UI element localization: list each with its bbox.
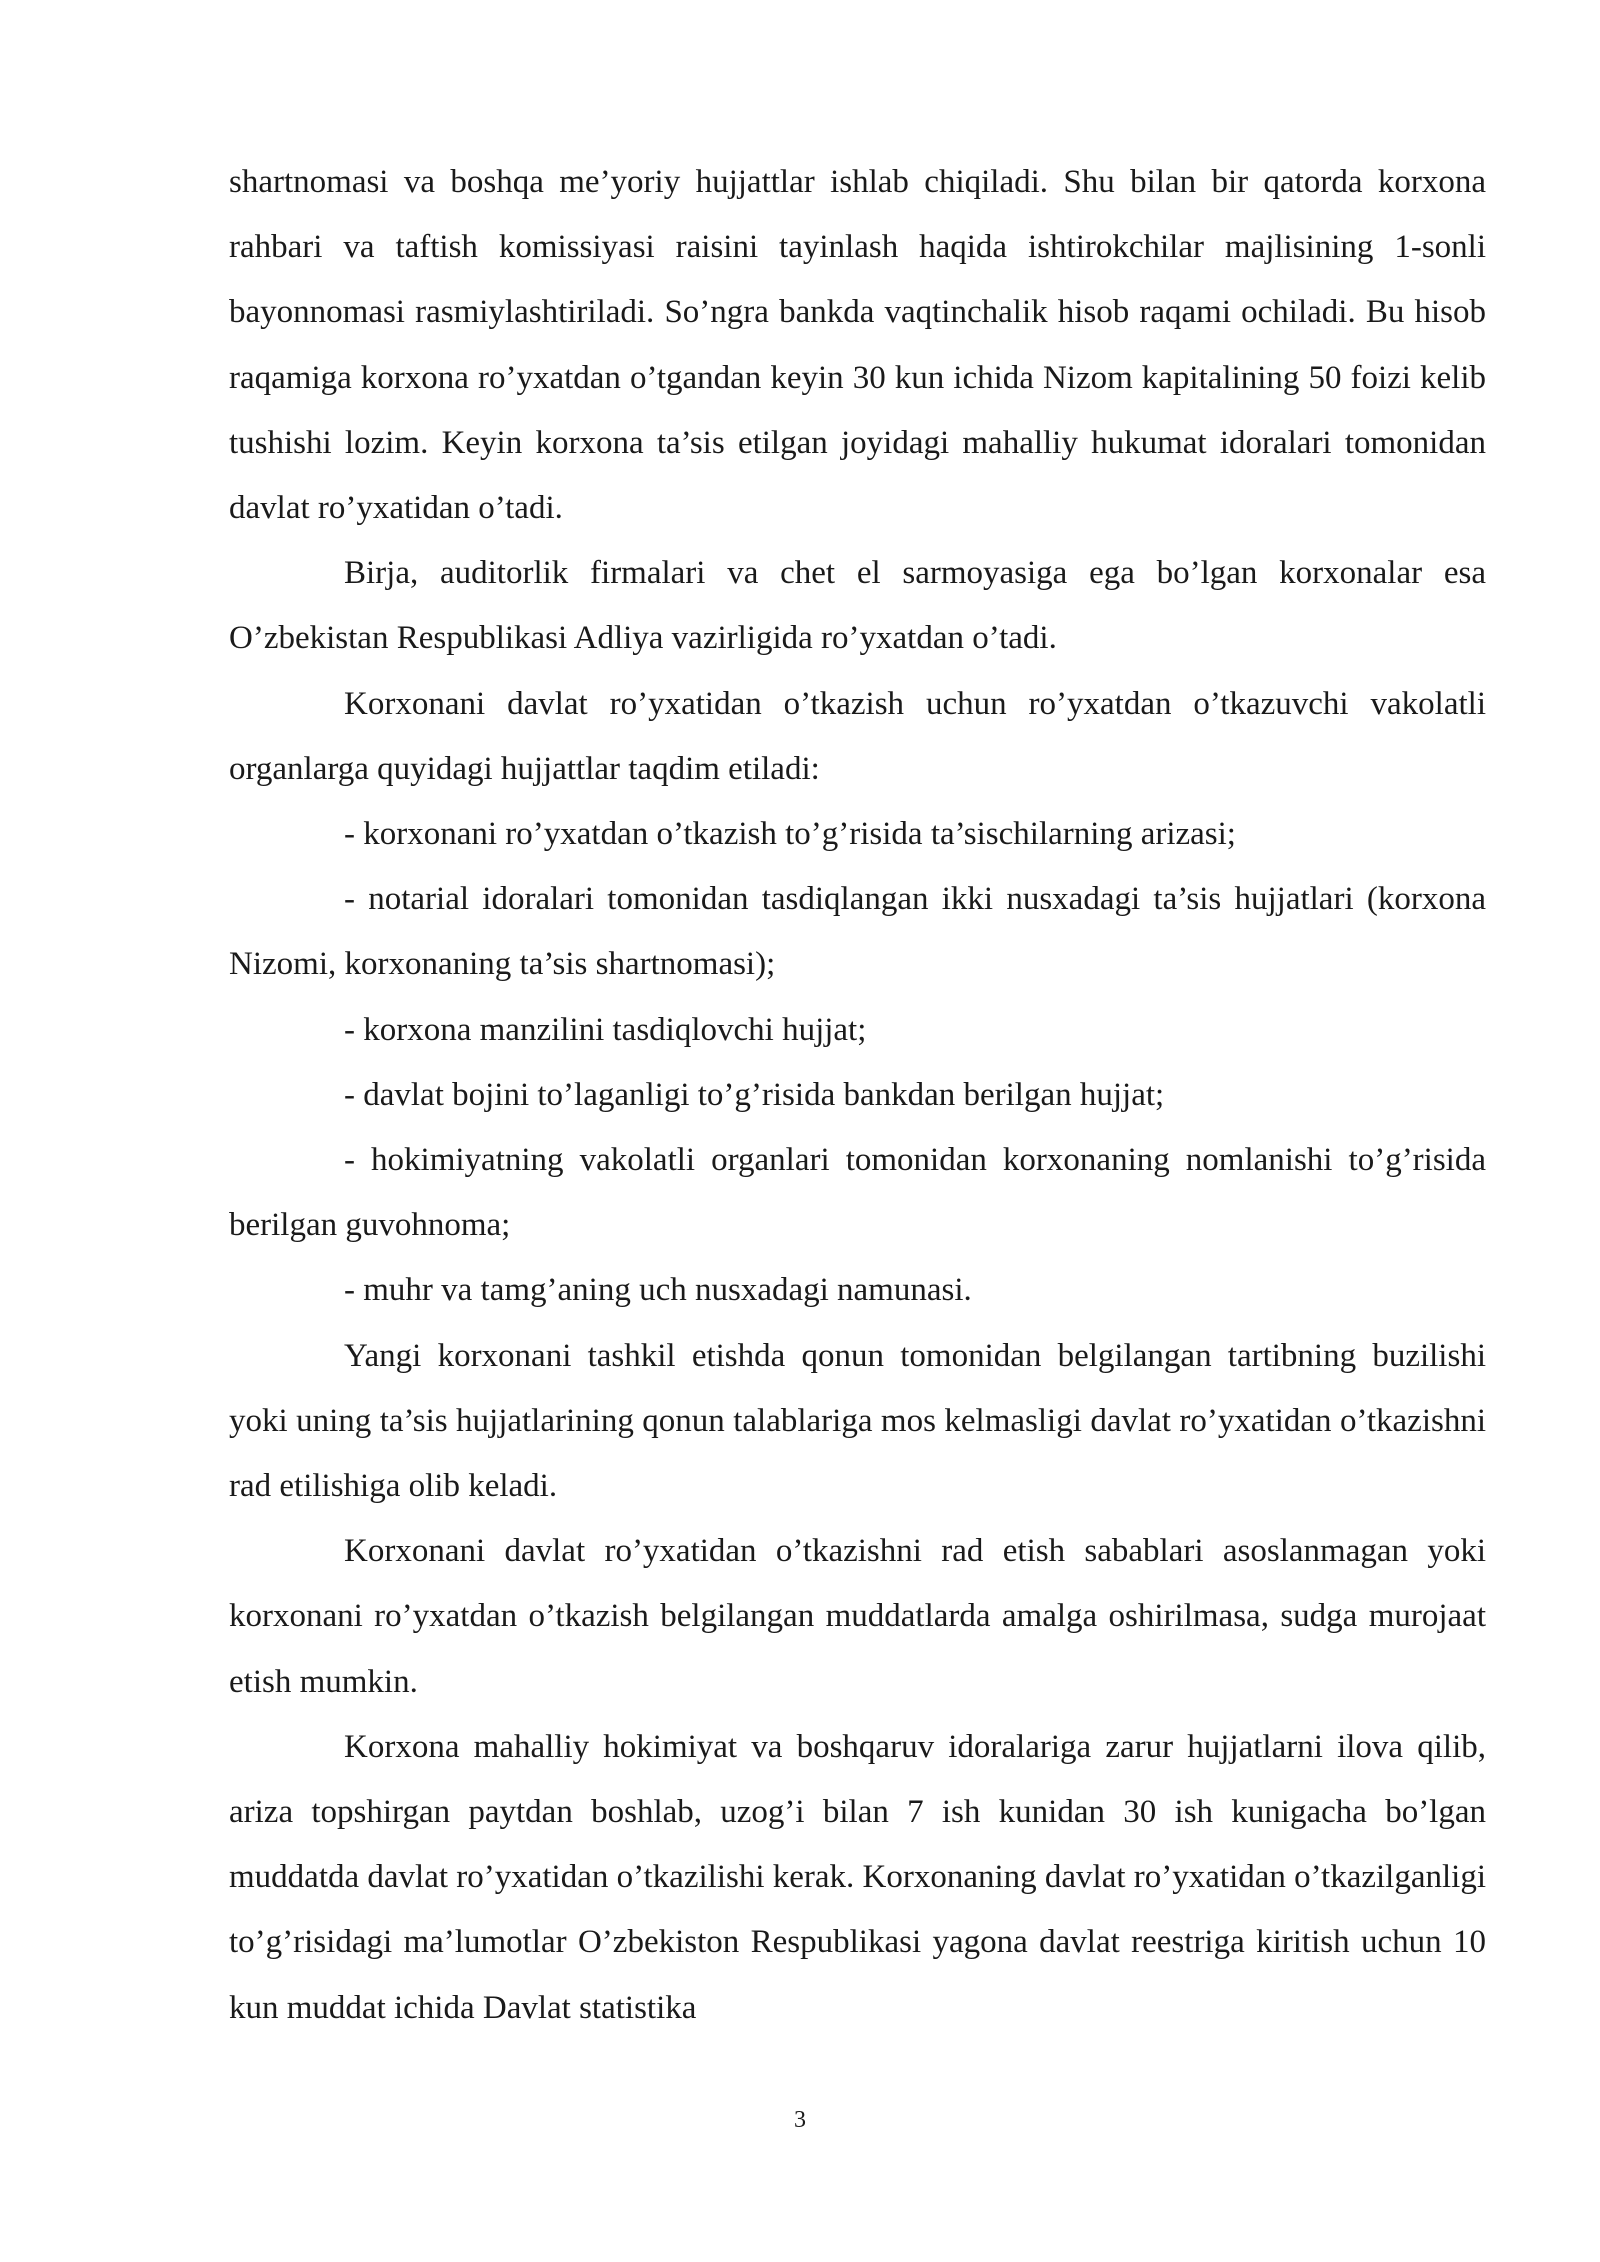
- paragraph-birja: Birja, auditorlik firmalari va chet el sarmoyasiga ega bo’lgan korxonalar esa O’zbekistan Respublikasi Adliya vazirligida ro’yxatdan o’tadi.: [229, 555, 1486, 657]
- page-number: 3: [794, 2107, 806, 2133]
- paragraph-required-documents: Korxonani davlat ro’yxatidan o’tkazish uchun ro’yxatdan o’tkazuvchi vakolatli organlarga quyidagi hujjattlar taqdim etiladi:: [229, 685, 1486, 787]
- paragraph-violation: Yangi korxonani tashkil etishda qonun tomonidan belgilangan tartibning buzilishi yoki uning ta’sis hujjatlarining qonun talablariga mos kelmasligi davlat ro’yxatidan o’tkazishni rad etilishiga olib keladi.: [229, 1337, 1486, 1505]
- list-item-name-certificate: - hokimiyatning vakolatli organlari tomonidan korxonaning nomlanishi to’g’risida berilgan guvohnoma;: [229, 1142, 1486, 1244]
- paragraph-continuation: shartnomasi va boshqa me’yoriy hujjattlar ishlab chiqiladi. Shu bilan bir qatorda korxona rahbari va taftish komissiyasi raisini tayinlash haqida ishtirokchilar majlisining 1-sonli bayonnomasi rasmiylashtiriladi. So’ngra bankda vaqtinchalik hisob raqami ochiladi. Bu hisob raqamiga korxona ro’yxatdan o’tgandan keyin 30 kun ichida Nizom kapitalining 50 foizi kelib tushishi lozim. Keyin korxona ta’sis etilgan joyidagi mahalliy hukumat idoralari tomonidan davlat ro’yxatidan o’tadi.: [229, 164, 1486, 527]
- document-body: [229, 150, 1486, 2041]
- list-item-seal-sample: - muhr va tamg’aning uch nusxadagi namunasi.: [344, 1272, 972, 1309]
- list-item-state-duty: - davlat bojini to’laganligi to’g’risida bankdan berilgan hujjat;: [344, 1076, 1165, 1113]
- list-item-founding-documents: - notarial idoralari tomonidan tasdiqlangan ikki nusxadagi ta’sis hujjatlari (korxona Nizomi, korxonaning ta’sis shartnomasi);: [229, 881, 1486, 983]
- list-item-application: - korxonani ro’yxatdan o’tkazish to’g’risida ta’sischilarning arizasi;: [344, 816, 1236, 853]
- paragraph-court-appeal: Korxonani davlat ro’yxatidan o’tkazishni rad etish sabablari asoslanmagan yoki korxonani ro’yxatdan o’tkazish belgilangan muddatlarda amalga oshirilmasa, sudga murojaat etish mumkin.: [229, 1533, 1486, 1700]
- paragraph-registration-term: Korxona mahalliy hokimiyat va boshqaruv idoralariga zarur hujjatlarni ilova qilib, ariza topshirgan paytdan boshlab, uzog’i bilan 7 ish kunidan 30 ish kunigacha bo’lgan muddatda davlat ro’yxatidan o’tkazilishi kerak. Korxonaning davlat ro’yxatidan o’tkazilganligi to’g’risidagi ma’lumotlar O’zbekiston Respublikasi yagona davlat reestriga kiritish uchun 10 kun muddat ichida Davlat statistika: [229, 1728, 1486, 2026]
- list-item-address-document: - korxona manzilini tasdiqlovchi hujjat;: [344, 1011, 867, 1048]
